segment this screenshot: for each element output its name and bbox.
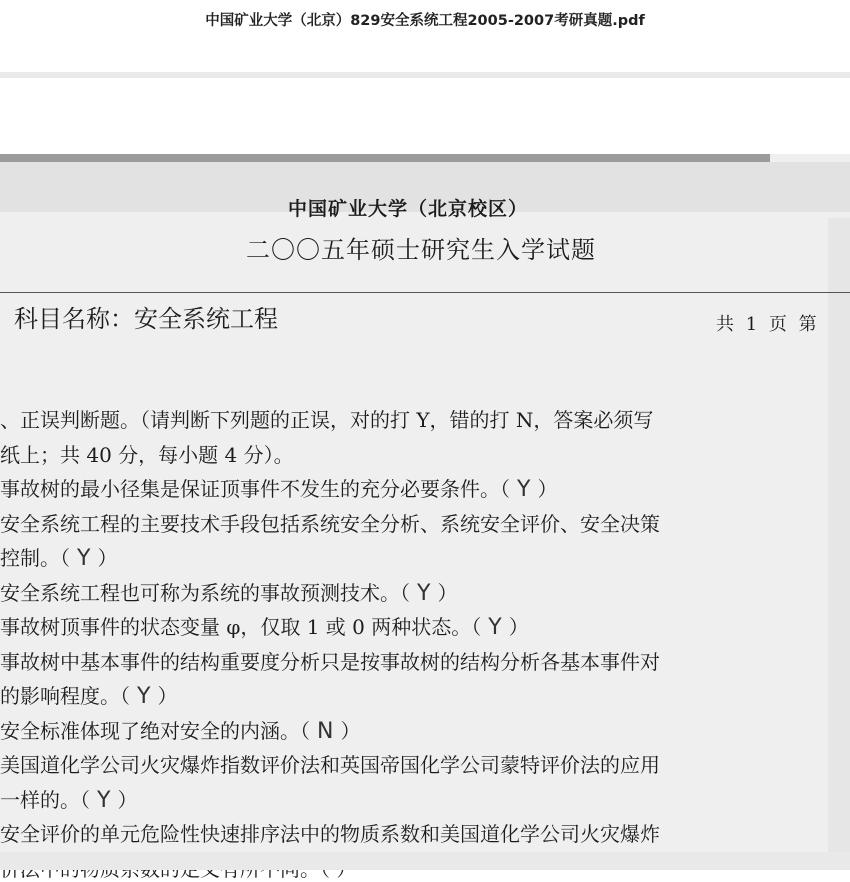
question-text: 美国道化学公司火灾爆炸指数评价法和英国帝国化学公司蒙特评价法的应用	[0, 753, 660, 777]
document-viewer[interactable]	[0, 78, 850, 870]
handwritten-answer: Y	[70, 546, 98, 571]
question-closing-paren: ）	[97, 546, 118, 570]
question-line	[0, 508, 660, 537]
question-line	[0, 818, 660, 847]
question-line	[0, 611, 529, 640]
viewer-bottom-bar	[0, 852, 850, 870]
question-line	[0, 404, 653, 433]
viewer-title-bar	[0, 0, 850, 72]
document-title: 中国矿业大学（北京）829安全系统工程2005-2007考研真题.pdf	[205, 13, 645, 29]
question-text: 控制。（	[0, 546, 70, 570]
question-text: 、正误判断题。（请判断下列题的正误，对的打 Y，错的打 N，答案必须写	[0, 408, 654, 432]
subject-name: 科目名称：安全系统工程	[14, 305, 278, 333]
question-line	[0, 749, 660, 778]
question-text: 纸上；共 40 分，每小题 4 分）。	[0, 442, 294, 467]
question-text: 安全评价的单元危险性快速排序法中的物质系数和美国道化学公司火灾爆炸	[0, 822, 660, 846]
question-text: 一样的。（	[0, 787, 90, 812]
page-count: 共 1 页 第	[716, 314, 817, 335]
handwritten-answer: Y	[510, 477, 538, 502]
question-text: 安全系统工程也可称为系统的事故预测技术。（	[0, 580, 410, 605]
question-text: 的影响程度。（	[0, 684, 130, 708]
question-line	[0, 439, 294, 468]
school-name: 中国矿业大学（北京校区）	[288, 198, 529, 220]
question-line	[0, 542, 117, 571]
question-text: 事故树顶事件的状态变量 φ，仅取 1 或 0 两种状态。（	[0, 615, 482, 639]
question-text: 事故树的最小径集是保证顶事件不发生的充分必要条件。（	[0, 477, 510, 501]
handwritten-answer: N	[310, 718, 341, 744]
exam-title: 二〇〇五年硕士研究生入学试题	[246, 236, 596, 264]
question-line	[0, 680, 177, 709]
question-closing-paren: ）	[340, 718, 361, 743]
question-line	[0, 784, 137, 813]
question-text: 安全标准体现了绝对安全的内涵。（	[0, 718, 310, 743]
question-closing-paren: ）	[437, 580, 458, 605]
scanned-page	[0, 154, 850, 854]
header-rule	[0, 292, 850, 293]
question-closing-paren: ）	[508, 615, 529, 639]
handwritten-answer: Y	[481, 615, 509, 640]
question-line	[0, 715, 360, 744]
question-closing-paren: ）	[537, 477, 558, 501]
question-text: 安全系统工程的主要技术手段包括系统安全分析、系统安全评价、安全决策	[0, 511, 660, 536]
question-line	[0, 577, 457, 606]
question-line	[0, 473, 557, 502]
question-line	[0, 646, 660, 675]
question-closing-paren: ）	[117, 787, 138, 812]
scan-edge-shadow	[0, 154, 770, 162]
scan-right-edge	[828, 218, 850, 858]
handwritten-answer: Y	[410, 580, 438, 606]
question-text: 事故树中基本事件的结构重要度分析只是按事故树的结构分析各基本事件对	[0, 649, 660, 674]
handwritten-answer: Y	[130, 684, 158, 709]
handwritten-answer: Y	[90, 787, 118, 813]
question-closing-paren: ）	[157, 684, 178, 708]
